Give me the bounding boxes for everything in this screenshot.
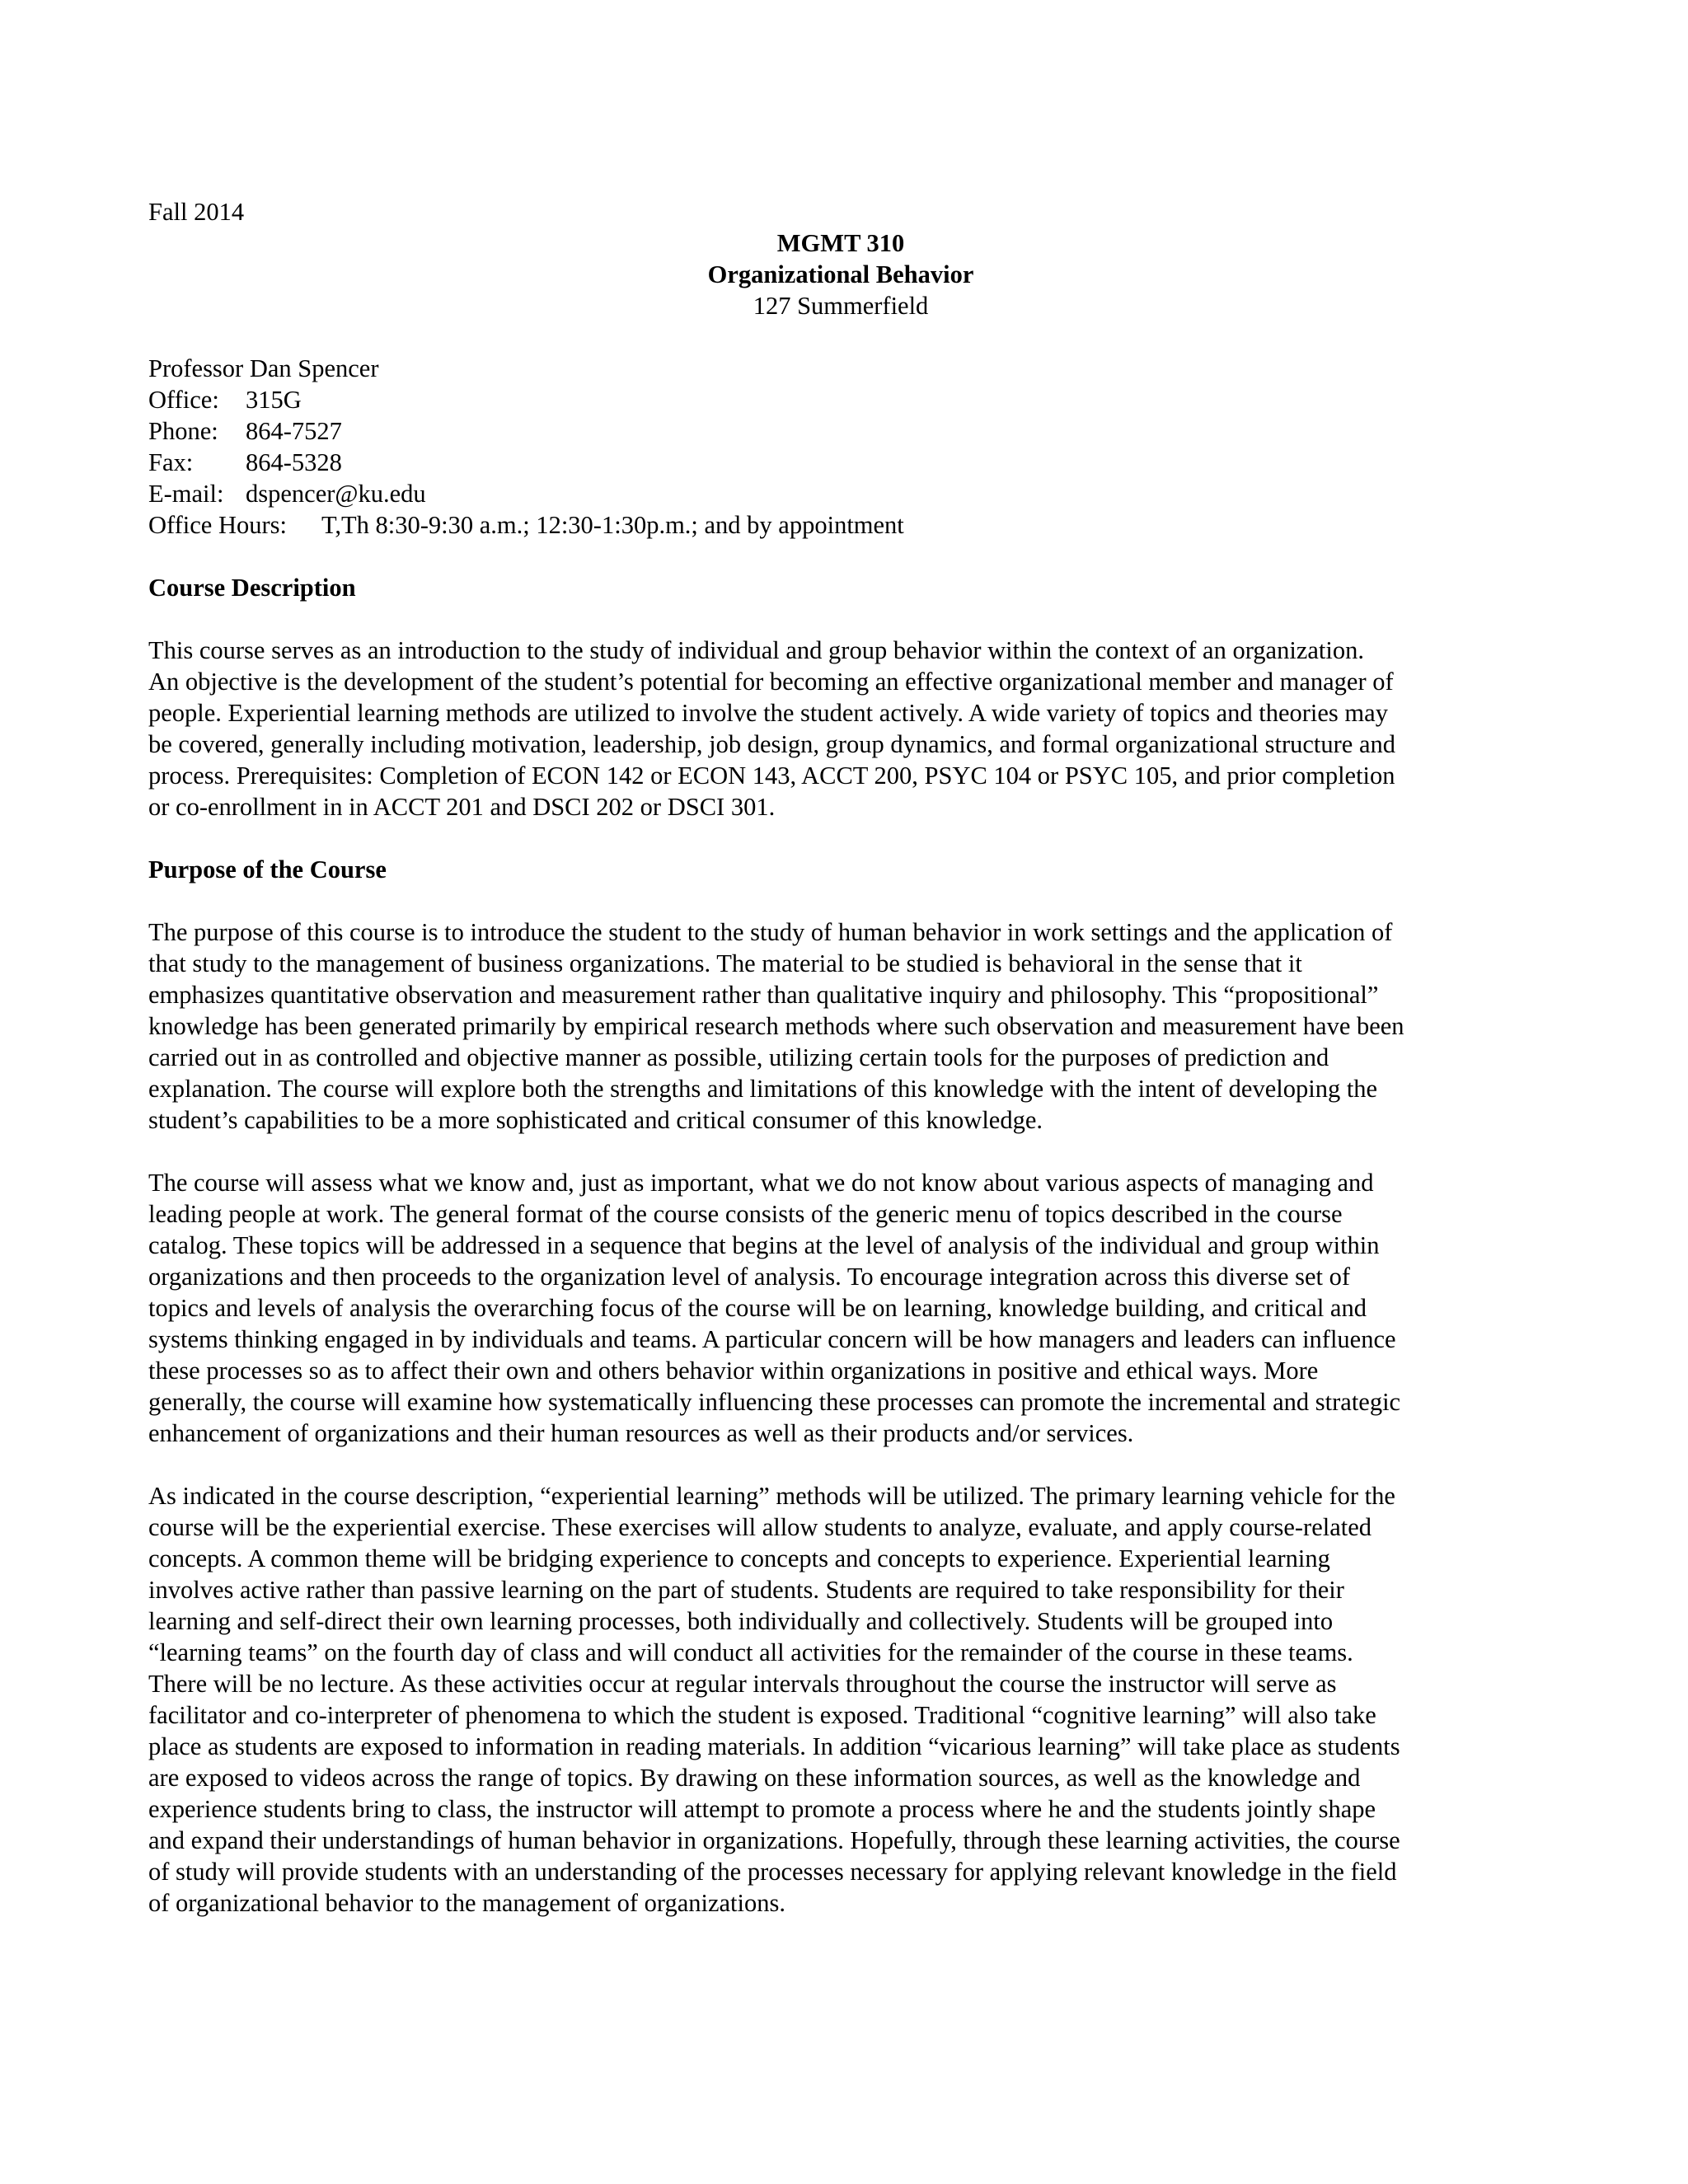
- email-row: [148, 478, 1533, 509]
- paragraph-line: experience students bring to class, the instructor will attempt to promote a process where he and the students jointly shape: [148, 1795, 1376, 1823]
- paragraph-line: There will be no lecture. As these activities occur at regular intervals throughout the course the instructor will serve as: [148, 1670, 1337, 1698]
- paragraph-line: or co-enrollment in in ACCT 201 and DSCI 202 or DSCI 301.: [148, 793, 776, 821]
- office-hours-label: Office Hours:: [148, 511, 287, 539]
- paragraph-line: concepts. A common theme will be bridging experience to concepts and concepts to experience. Experiential learning: [148, 1544, 1330, 1572]
- purpose-paragraph-3: [148, 1480, 1533, 1919]
- paragraph-line: emphasizes quantitative observation and measurement rather than qualitative inquiry and philosophy. This “propositional”: [148, 981, 1379, 1009]
- paragraph-line: place as students are exposed to information in reading materials. In addition “vicarious learning” will take place as students: [148, 1732, 1400, 1760]
- phone-value: 864-7527: [246, 417, 342, 445]
- office-hours-value: T,Th 8:30-9:30 a.m.; 12:30-1:30p.m.; and by appointment: [321, 511, 904, 539]
- course-code: MGMT 310: [776, 229, 905, 257]
- paragraph-line: of organizational behavior to the management of organizations.: [148, 1889, 785, 1917]
- phone-row: [148, 415, 1533, 447]
- syllabus-page: [148, 196, 1533, 1950]
- paragraph-line: be covered, generally including motivation, leadership, job design, group dynamics, and formal organizational structure and: [148, 730, 1395, 758]
- paragraph-line: systems thinking engaged in by individuals and teams. A particular concern will be how managers and leaders can influence: [148, 1325, 1396, 1353]
- course-description-heading: Course Description: [148, 574, 356, 602]
- course-title: Organizational Behavior: [707, 260, 974, 288]
- paragraph-line: An objective is the development of the student’s potential for becoming an effective organizational member and manager of: [148, 668, 1394, 696]
- email-label: E-mail:: [148, 480, 224, 508]
- paragraph-line: of study will provide students with an understanding of the processes necessary for applying relevant knowledge in the field: [148, 1858, 1397, 1886]
- fax-label: Fax:: [148, 448, 194, 476]
- paragraph-line: As indicated in the course description, “experiential learning” methods will be utilized. The primary learning vehicle for the: [148, 1482, 1395, 1510]
- instructor-name: Professor Dan Spencer: [148, 354, 379, 382]
- paragraph-line: facilitator and co-interpreter of phenomena to which the student is exposed. Traditional “cognitive learning” will also take: [148, 1701, 1376, 1729]
- paragraph-line: catalog. These topics will be addressed in a sequence that begins at the level of analysis of the individual and group within: [148, 1231, 1380, 1259]
- course-room: 127 Summerfield: [753, 292, 929, 320]
- paragraph-line: that study to the management of business organizations. The material to be studied is behavioral in the sense that it: [148, 949, 1302, 977]
- course-description-paragraph: [148, 635, 1533, 823]
- paragraph-line: are exposed to videos across the range of topics. By drawing on these information sources, as well as the knowledge and: [148, 1764, 1361, 1792]
- office-row: [148, 384, 1533, 415]
- paragraph-line: explanation. The course will explore both the strengths and limitations of this knowledge with the intent of developing the: [148, 1075, 1378, 1103]
- phone-label: Phone:: [148, 417, 218, 445]
- paragraph-line: “learning teams” on the fourth day of class and will conduct all activities for the remainder of the course in these teams.: [148, 1638, 1353, 1666]
- instructor-contact: [148, 353, 1533, 541]
- office-hours-row: [148, 509, 1533, 541]
- office-value: 315G: [246, 386, 302, 414]
- purpose-paragraph-2: [148, 1167, 1533, 1449]
- fax-value: 864-5328: [246, 448, 342, 476]
- paragraph-line: The course will assess what we know and, just as important, what we do not know about various aspects of managing and: [148, 1169, 1374, 1197]
- paragraph-line: leading people at work. The general format of the course consists of the generic menu of topics described in the course: [148, 1200, 1343, 1228]
- paragraph-line: generally, the course will examine how systematically influencing these processes can promote the incremental and strategic: [148, 1388, 1401, 1416]
- paragraph-line: these processes so as to affect their own and others behavior within organizations in positive and ethical ways. More: [148, 1357, 1319, 1385]
- paragraph-line: course will be the experiential exercise. These exercises will allow students to analyze, evaluate, and apply course-related: [148, 1513, 1372, 1541]
- paragraph-line: topics and levels of analysis the overarching focus of the course will be on learning, knowledge building, and critical and: [148, 1294, 1367, 1322]
- paragraph-line: This course serves as an introduction to the study of individual and group behavior within the context of an organization.: [148, 636, 1364, 664]
- purpose-paragraph-1: [148, 916, 1533, 1136]
- email-value[interactable]: dspencer@ku.edu: [246, 480, 426, 508]
- paragraph-line: and expand their understandings of human behavior in organizations. Hopefully, through these learning activities, the course: [148, 1826, 1400, 1854]
- paragraph-line: learning and self-direct their own learning processes, both individually and collectively. Students will be grouped into: [148, 1607, 1334, 1635]
- paragraph-line: enhancement of organizations and their human resources as well as their products and/or services.: [148, 1419, 1134, 1447]
- fax-row: [148, 447, 1533, 478]
- paragraph-line: The purpose of this course is to introduce the student to the study of human behavior in work settings and the application of: [148, 918, 1393, 946]
- office-label: Office:: [148, 386, 219, 414]
- course-title-block: [148, 227, 1533, 321]
- paragraph-line: people. Experiential learning methods are utilized to involve the student actively. A wide variety of topics and theories may: [148, 699, 1388, 727]
- paragraph-line: organizations and then proceeds to the organization level of analysis. To encourage integration across this diverse set of: [148, 1263, 1351, 1291]
- paragraph-line: knowledge has been generated primarily by empirical research methods where such observation and measurement have been: [148, 1012, 1404, 1040]
- semester: Fall 2014: [148, 198, 245, 226]
- paragraph-line: carried out in as controlled and objective manner as possible, utilizing certain tools for the purposes of prediction and: [148, 1043, 1329, 1071]
- paragraph-line: process. Prerequisites: Completion of ECON 142 or ECON 143, ACCT 200, PSYC 104 or PSYC 105, and prior completion: [148, 762, 1395, 790]
- purpose-heading: Purpose of the Course: [148, 855, 387, 883]
- paragraph-line: student’s capabilities to be a more sophisticated and critical consumer of this knowledge.: [148, 1106, 1043, 1134]
- paragraph-line: involves active rather than passive learning on the part of students. Students are required to take responsibility for their: [148, 1576, 1344, 1604]
